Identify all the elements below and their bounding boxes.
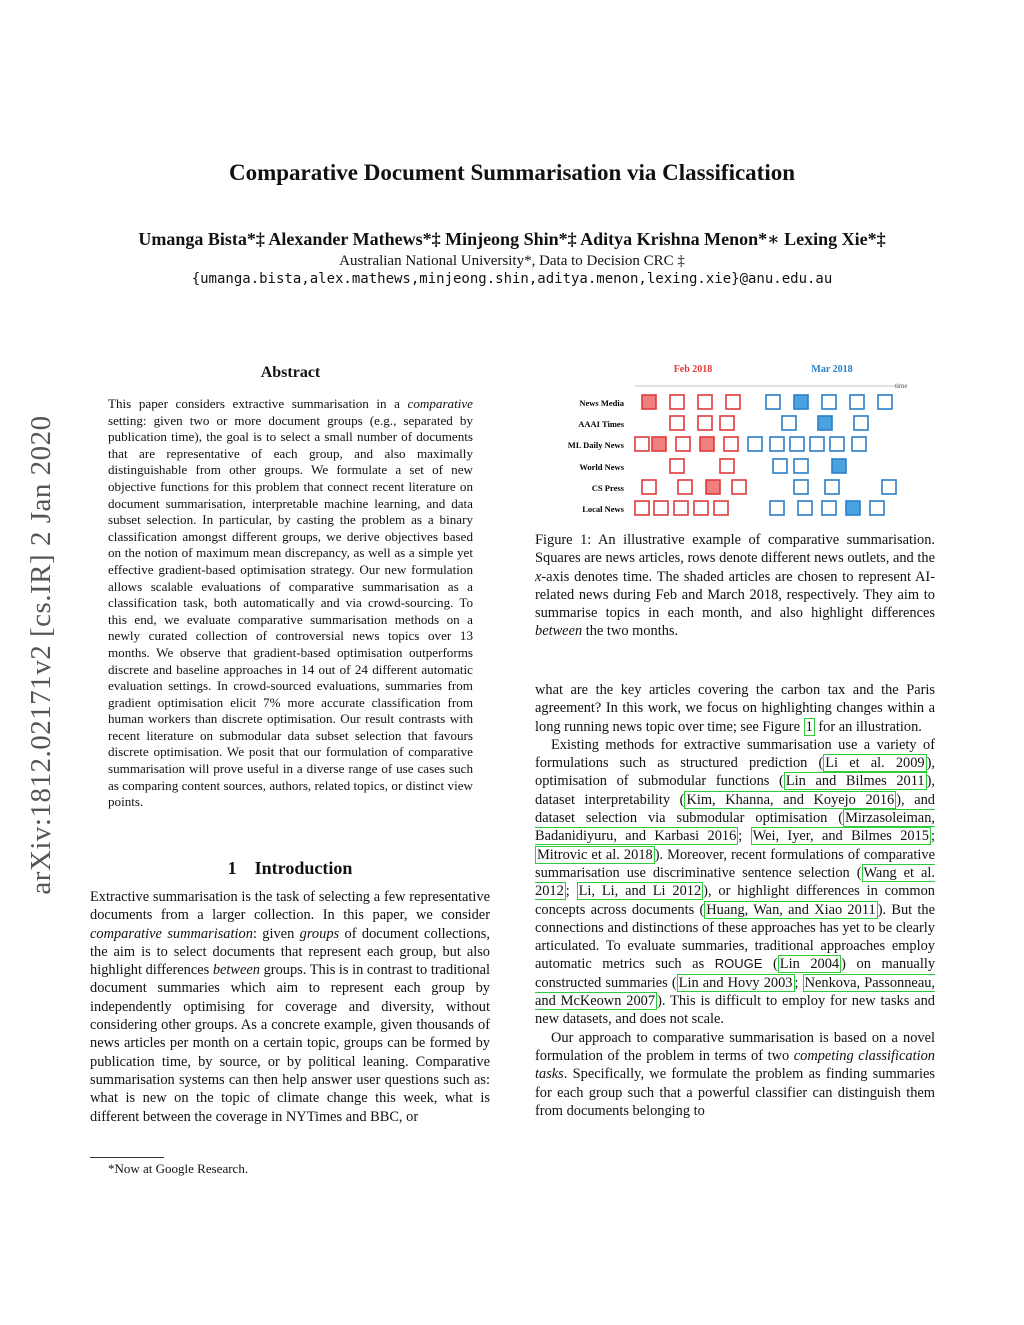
article-square-selected — [642, 395, 656, 409]
article-square — [726, 395, 740, 409]
group-label-mar: Mar 2018 — [811, 364, 853, 375]
article-square — [670, 395, 684, 409]
paper-title: Comparative Document Summarisation via Classification — [228, 160, 796, 185]
article-square — [724, 437, 738, 451]
footnote-rule — [90, 1157, 164, 1158]
citation-link[interactable]: Mitrovic et al. 2018 — [537, 846, 653, 863]
citation-link[interactable]: Li, Li, and Li 2012 — [578, 883, 702, 900]
article-square-selected — [818, 416, 832, 430]
section-number: 1 — [227, 858, 237, 878]
section-title: Introduction — [254, 858, 353, 878]
group-label-feb: Feb 2018 — [673, 364, 713, 375]
section-heading-introduction — [90, 858, 490, 879]
author-list: Umanga Bista*‡ Alexander Mathews*‡ Minjeong Shin*‡ Aditya Krishna Menon*∗ Lexing Xie*‡ — [138, 229, 886, 249]
article-square — [635, 437, 649, 451]
article-square — [670, 416, 684, 430]
figure-1-diagram — [535, 360, 935, 520]
article-square — [642, 480, 656, 494]
author-emails: {umanga.bista,alex.mathews,minjeong.shin,aditya.menon,lexing.xie}@anu.edu.au — [191, 271, 833, 287]
article-square — [694, 501, 708, 515]
introduction-text: Extractive summarisation is the task of selecting a few representative documents from a larger collection. In this paper, we consider comparative summarisation: given groups of document collections, the aim is to select documents that represent each group, but also highlight differences between groups. This is in contrast to traditional document summaries which aim to represent each group by independently optimising for coverage and diversity, without considering other groups. As a concrete example, given thousands of news articles per month on a certain topic, groups can be formed by publication time, by source, or by political leaning. Comparative summarisation systems can then help answer user questions such as: what is new on the topic of climate change this week, what is different between the coverage in NYTimes and BBC, or — [90, 889, 490, 1125]
abstract-text: This paper considers extractive summarisation in a comparative setting: given two or more document groups (e.g., separated by publication time), the goal is to select a small number of documents that are representative of each group, and also maximally distinguishable from other groups. We formulate a set of new objective functions for this problem that connect recent literature on document summarisation, interpretable machine learning, and data subset selection. In particular, by casting the problem as a binary classification amongst different groups, we derive objectives based on the notion of maximum mean discrepancy, as well as a simple yet effective gradient-based optimisation strategy. Our new formulation allows scalable evaluations of comparative summarisation as a classification task, both automatically and via crowd-sourcing. To this end, we evaluate comparative summarisation methods on a newly curated collection of controversial news topics over 13 months. We observe that gradient-based optimisation outperforms discrete and baseline approaches in 14 out of 24 different automatic evaluation settings. In crowd-sourced evaluations, summaries from gradient optimisation elicit 7% more accurate classification from human workers than discrete optimisation. Our result contrasts with recent literature on submodular data subset selection that favours discrete optimisation. We posit that our formulation of comparative summarisation will prove useful in a diverse range of use cases such as comparing content sources, authors, related topics, or distinct view points. — [108, 396, 473, 810]
article-square-selected — [832, 459, 846, 473]
article-square — [720, 459, 734, 473]
abstract-heading: Abstract — [260, 364, 321, 381]
article-square — [678, 480, 692, 494]
article-square — [674, 501, 688, 515]
article-square — [850, 395, 864, 409]
article-square — [870, 501, 884, 515]
row-label: ML Daily News — [567, 440, 624, 450]
article-square — [635, 501, 649, 515]
right-column-text — [535, 681, 935, 1120]
article-square — [732, 480, 746, 494]
article-square — [698, 416, 712, 430]
article-square — [670, 459, 684, 473]
citation-link[interactable]: Wang et al. 2012 — [535, 864, 935, 900]
article-square-selected — [652, 437, 666, 451]
arxiv-identifier: arXiv:1812.02171v2 [cs.IR] 2 Jan 2020 — [25, 415, 57, 895]
article-square — [714, 501, 728, 515]
figure-1-caption: Figure 1: An illustrative example of comparative summarisation. Squares are news articles, rows denote different news outlets, and the x-axis denotes time. The shaded articles are chosen to represent AI-related news during Feb and March 2018, respectively. They aim to summarise topics in each month, and also highlight differences between the two months. — [535, 532, 935, 640]
article-square — [798, 501, 812, 515]
paragraph: Existing methods for extractive summarisation use a variety of formulations such as structured prediction ( Li et al. 2009 ), optimisation of submodular functions ( Lin and Bilmes 2011 ), dataset interpretability ( Kim, Khanna, and Koyejo 2016 ), and dataset selection via submodular optimisation ( Mirzasoleiman, Badanidiyuru, and Karbasi 2016 ; Wei, Iyer, and Bilmes 2015 ; Mitrovic et al. 2018 ). Moreover, recent formulations of comparative summarisation use discriminative sentence selection ( Wang et al. 2012 ; Li, Li, and Li 2012 ), or highlight differences in common concepts across documents ( Huang, Wan, and Xiao 2011 ). But the connections and distinctions of these approaches has yet to be clearly articulated. To evaluate summaries, traditional approaches employ automatic metrics such as ROUGE ( Lin 2004 ) on manually constructed summaries ( Lin and Hovy 2003 ; Nenkova, Passonneau, and McKeown 2007 ). This is difficult to employ for new tasks and new datasets, and does not scale. — [535, 736, 936, 1028]
article-square — [748, 437, 762, 451]
article-square — [794, 480, 808, 494]
article-square — [773, 459, 787, 473]
row-label: Local News — [582, 504, 624, 514]
time-axis-label: time — [895, 382, 908, 390]
row-label: CS Press — [591, 483, 624, 493]
article-square — [825, 480, 839, 494]
article-square — [770, 501, 784, 515]
row-label: World News — [579, 462, 624, 472]
article-square-selected — [706, 480, 720, 494]
citation-link[interactable]: Wei, Iyer, and Bilmes 2015 — [752, 828, 929, 845]
article-square — [810, 437, 824, 451]
citation-link[interactable]: Lin 2004 — [779, 956, 840, 973]
citation-link[interactable]: Mirzasoleiman, Badanidiyuru, and Karbasi 2016 — [535, 810, 935, 845]
paragraph: what are the key articles covering the carbon tax and the Paris agreement? In this work, we focus on highlighting changes within a long running news topic over time; see Figure 1 for an illustration. — [535, 682, 935, 735]
article-square — [830, 437, 844, 451]
citation-link[interactable]: Huang, Wan, and Xiao 2011 — [706, 901, 876, 918]
article-square — [822, 395, 836, 409]
article-square — [676, 437, 690, 451]
article-square — [698, 395, 712, 409]
article-square — [794, 459, 808, 473]
article-square — [782, 416, 796, 430]
citation-link[interactable]: Li et al. 2009 — [825, 755, 925, 772]
citation-link[interactable]: Lin and Bilmes 2011 — [785, 773, 925, 790]
paragraph: Our approach to comparative summarisation is based on a novel formulation of the problem in terms of two competing classification tasks. Specifically, we formulate the problem as finding summaries for each group such that a powerful classifier can distinguish them from documents belonging to — [535, 1029, 935, 1119]
row-label: AAAI Times — [578, 419, 624, 429]
row-label: News Media — [579, 398, 624, 408]
article-square — [882, 480, 896, 494]
citation-link[interactable]: Lin and Hovy 2003 — [678, 974, 793, 991]
citation-link[interactable]: Kim, Khanna, and Koyejo 2016 — [686, 791, 895, 808]
article-square-selected — [700, 437, 714, 451]
article-square — [852, 437, 866, 451]
article-square — [854, 416, 868, 430]
article-square — [790, 437, 804, 451]
article-square — [720, 416, 734, 430]
article-square-selected — [846, 501, 860, 515]
metric-name: ROUGE — [714, 956, 763, 972]
figure-reference-link[interactable]: 1 — [805, 718, 813, 735]
citation-link[interactable]: Nenkova, Passonneau, and McKeown 2007 — [535, 974, 935, 1010]
footnote: *Now at Google Research. — [108, 1161, 249, 1176]
article-square-selected — [794, 395, 808, 409]
article-square — [770, 437, 784, 451]
article-square — [766, 395, 780, 409]
article-square — [654, 501, 668, 515]
article-square — [878, 395, 892, 409]
article-square — [822, 501, 836, 515]
affiliation: Australian National University*, Data to Decision CRC ‡ — [339, 253, 685, 269]
